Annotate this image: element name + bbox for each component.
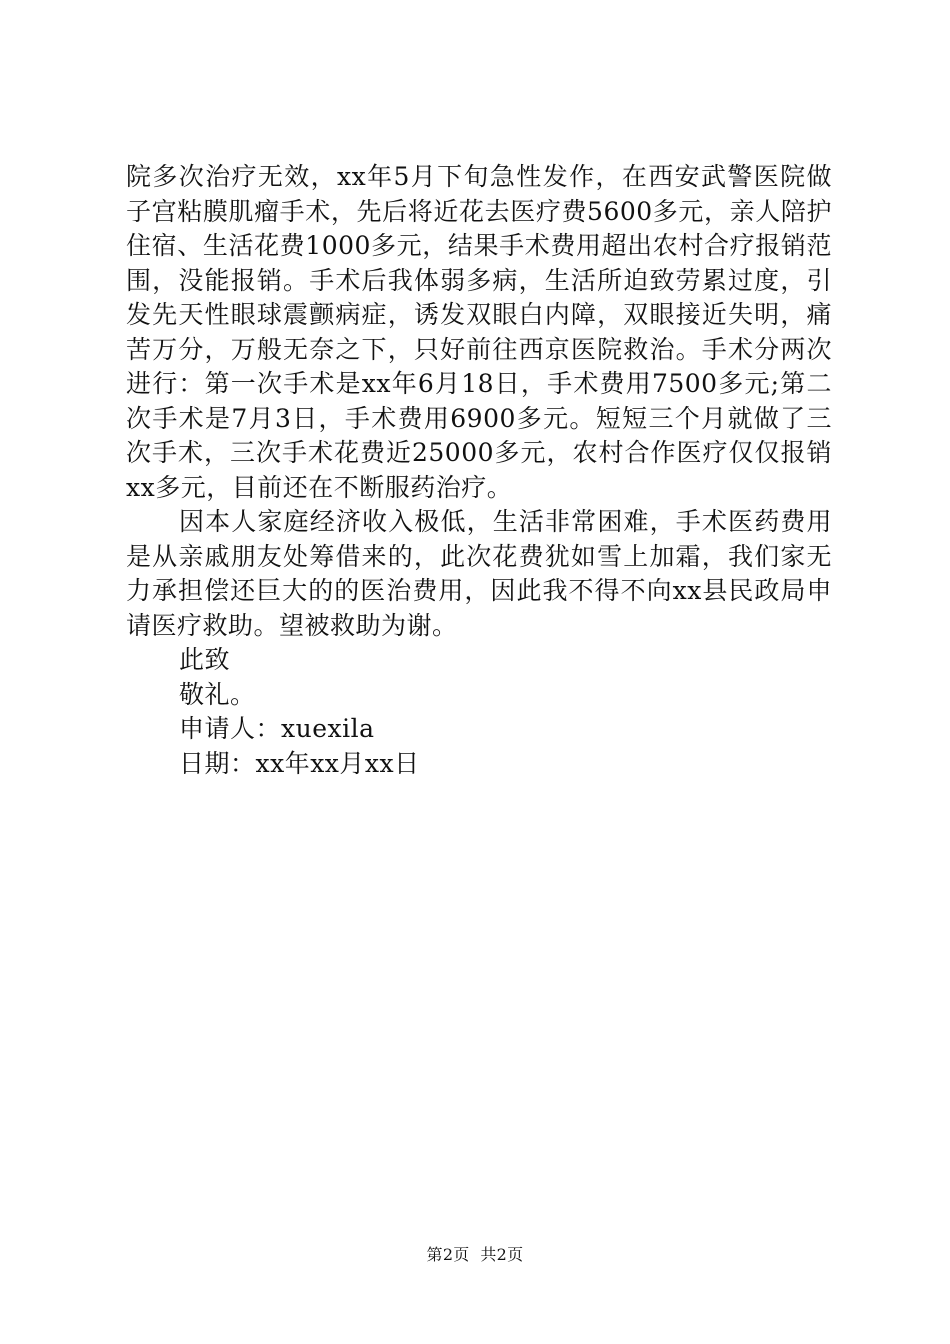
page-footer: [0, 1244, 950, 1266]
letter-body: [126, 160, 832, 781]
closing-regards: 敬礼。: [179, 679, 256, 709]
date-line: 日期：xx年xx月xx日: [179, 748, 420, 778]
paragraph-medical-history: 院多次治疗无效，xx年5月下旬急性发作，在西安武警医院做子宫粘膜肌瘤手术，先后将近花去医疗费5600多元，亲人陪护住宿、生活花费1000多元，结果手术费用超出农村合疗报销范围，没能报销。手术后我体弱多病，生活所迫致劳累过度，引发先天性眼球震颤病症，诱发双眼白内障，双眼接近失明，痛苦万分，万般无奈之下，只好前往西京医院救治。手术分两次进行：第一次手术是xx年6月18日，手术费用7500多元;第二次手术是7月3日，手术费用6900多元。短短三个月就做了三次手术，三次手术花费近25000多元，农村合作医疗仅仅报销xx多元，目前还在不断服药治疗。: [126, 162, 832, 502]
closing-salutation: 此致: [179, 645, 231, 674]
page-number-indicator: 第2页 共2页: [426, 1245, 524, 1264]
paragraph-aid-request: 因本人家庭经济收入极低，生活非常困难，手术医药费用是从亲戚朋友处筹借来的，此次花费犹如雪上加霜，我们家无力承担偿还巨大的的医治费用，因此我不得不向xx县民政局申请医疗救助。望被救助为谢。: [126, 507, 832, 640]
applicant-line: 申请人：xuexila: [179, 714, 375, 743]
